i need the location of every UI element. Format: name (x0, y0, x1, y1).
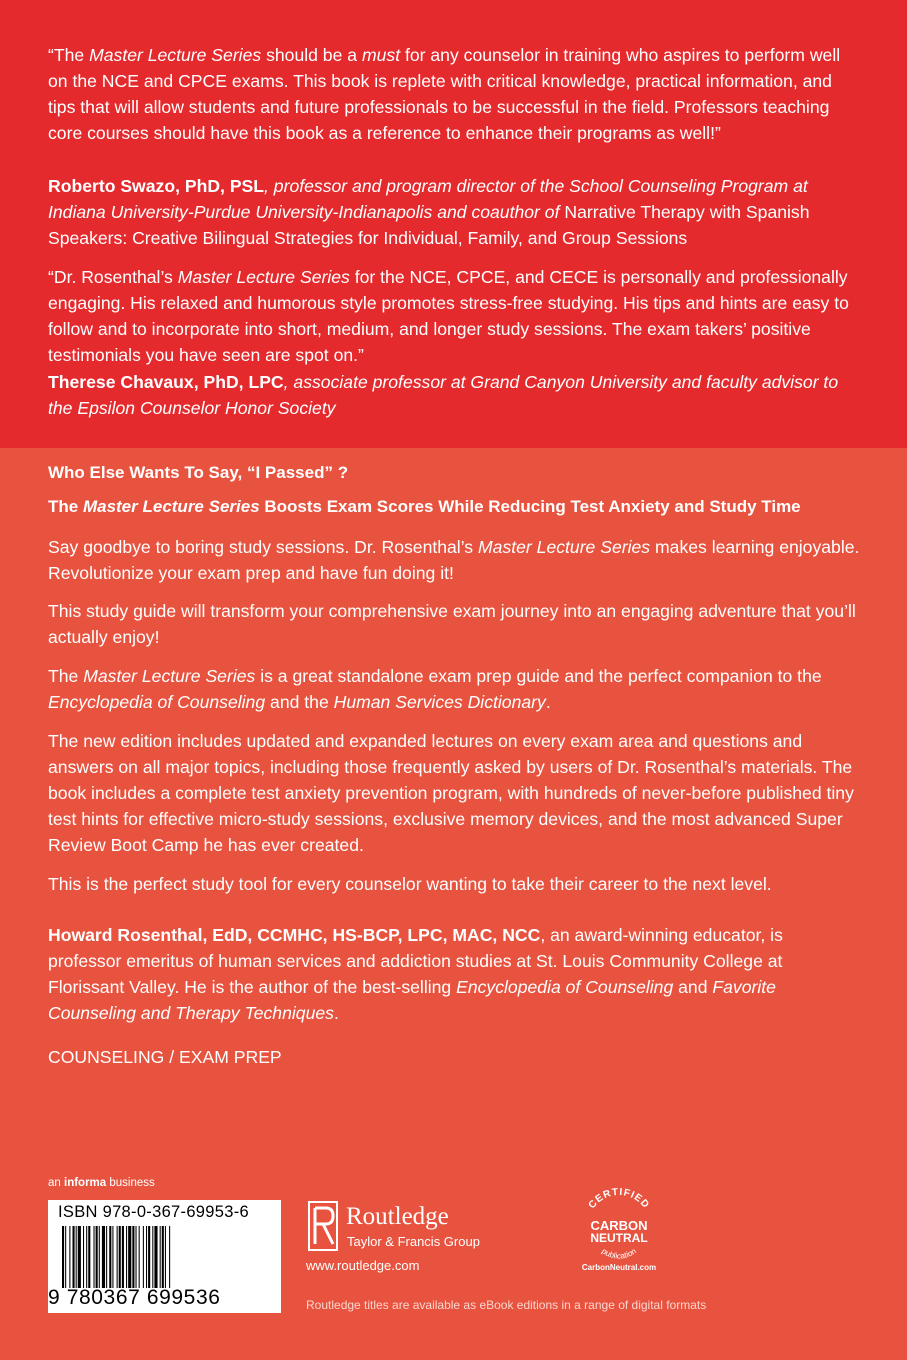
isbn-barcode (48, 1200, 281, 1313)
informa-business-label: an informa business (48, 1177, 155, 1189)
category-label: COUNSELING / EXAM PREP (48, 1047, 282, 1067)
quote-1-attribution: Roberto Swazo, PhD, PSL, professor and program director of the School Counseling Program at Indiana University-Purdue University-Indianapolis and coauthor of Narrative Therapy with Spanish Speakers: Creative Bilingual Strategies for Individual, Family, and Group Sessions (48, 176, 810, 248)
svg-text:CERTIFIED: CERTIFIED (586, 1186, 652, 1211)
svg-text:CarbonNeutral.com: CarbonNeutral.com (581, 1263, 657, 1272)
barcode-bars (62, 1226, 272, 1288)
publisher-name: Routledge (346, 1203, 449, 1230)
paragraph-1: Say goodbye to boring study sessions. Dr. Rosenthal’s Master Lecture Series makes learning enjoyable. Revolutionize your exam prep and have fun doing it! (48, 537, 860, 583)
routledge-logo-icon (306, 1200, 340, 1252)
isbn-label: ISBN 978-0-367-69953-6 (58, 1203, 249, 1221)
author-bio: Howard Rosenthal, EdD, CCMHC, HS-BCP, LPC, MAC, NCC, an award-winning educator, is professor emeritus of human services and addiction studies at St. Louis Community College at Florissant Valley. He is the author of the best-selling Encyclopedia of Counseling and Favorite Counseling and Therapy Techniques. (48, 925, 783, 1023)
barcode-digits: 9 780367 699536 (48, 1286, 221, 1309)
publisher-url: www.routledge.com (306, 1258, 420, 1273)
carbon-neutral-badge-icon (574, 1186, 664, 1272)
paragraph-5: This is the perfect study tool for every counselor wanting to take their career to the next level. (48, 874, 772, 894)
paragraph-3: The Master Lecture Series is a great standalone exam prep guide and the perfect companion to the Encyclopedia of Counseling and the Human Services Dictionary. (48, 666, 822, 712)
quote-2-attribution: Therese Chavaux, PhD, LPC, associate professor at Grand Canyon University and faculty advisor to the Epsilon Counselor Honor Society (48, 372, 839, 418)
paragraph-4: The new edition includes updated and expanded lectures on every exam area and questions and answers on all major topics, including those frequently asked by users of Dr. Rosenthal’s materials. The book includes a complete test anxiety prevention program, with hundreds of never-before published tiny test hints for effective micro-study sessions, exclusive memory devices, and the most advanced Super Review Boot Camp he has ever created. (48, 731, 854, 855)
quote-1-text: “The Master Lecture Series should be a must for any counselor in training who aspires to perform well on the NCE and CPCE exams. This book is replete with critical knowledge, practical information, and tips that will allow students and future professionals to be successful in the field. Professors teaching core courses should have this book as a reference to enhance their programs as well!” (48, 45, 841, 143)
quote-2-text: “Dr. Rosenthal’s Master Lecture Series for the NCE, CPCE, and CECE is personally and professionally engaging. His relaxed and humorous style promotes stress-free studying. His tips and hints are easy to follow and to incorporate into short, medium, and longer study sessions. The exam takers’ positive testimonials you have seen are spot on.” (48, 267, 849, 365)
paragraph-2: This study guide will transform your comprehensive exam journey into an engaging adventure that you’ll actually enjoy! (48, 601, 856, 647)
subheadline: The Master Lecture Series Boosts Exam Scores While Reducing Test Anxiety and Study Time (48, 497, 801, 516)
headline: Who Else Wants To Say, “I Passed” ? (48, 463, 349, 482)
ebook-note: Routledge titles are available as eBook editions in a range of digital formats (306, 1298, 707, 1312)
publisher-group: Taylor & Francis Group (347, 1234, 480, 1249)
svg-text:CARBON: CARBON (590, 1218, 648, 1233)
svg-text:NEUTRAL: NEUTRAL (590, 1231, 648, 1245)
svg-text:publication: publication (600, 1246, 638, 1261)
